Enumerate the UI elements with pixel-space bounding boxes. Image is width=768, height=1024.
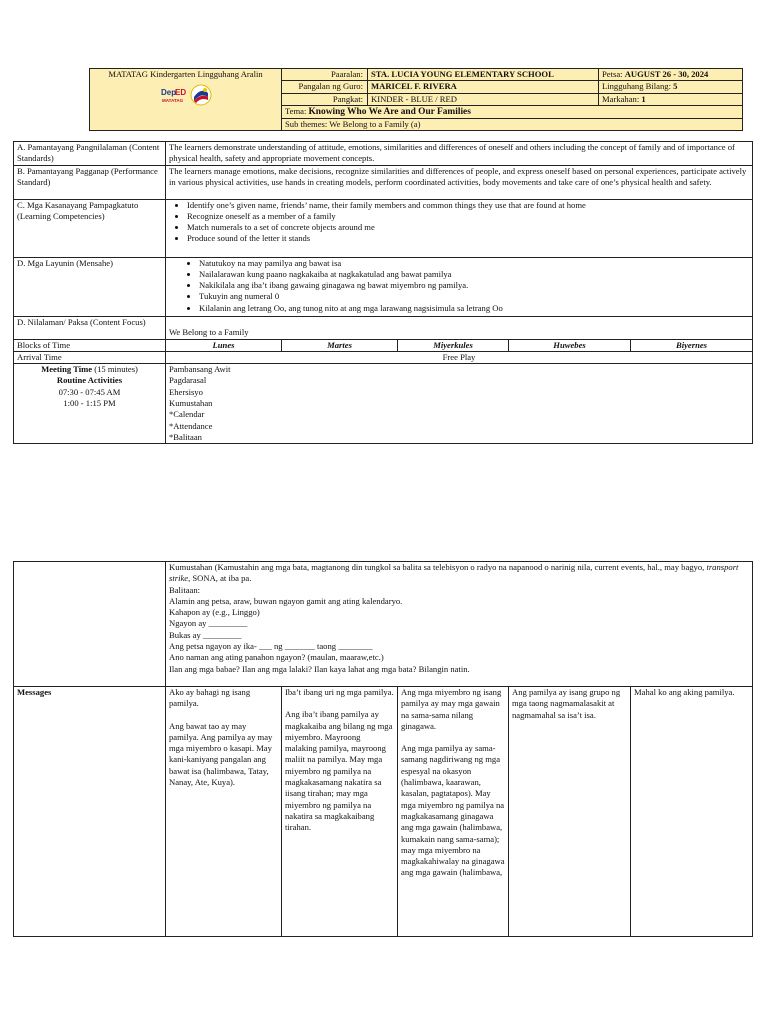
competencies-cell [166,199,753,257]
time-pm: 1:00 - 1:15 PM [63,398,116,409]
list-item: • Match numerals to a set of concrete objects around me [187,222,749,233]
tema-cell [282,105,743,118]
list-item: Kahapon ay (e.g., Linggo) [169,607,260,618]
paaralan-label: Paaralan: [282,69,368,81]
blank-label-cell [14,562,166,687]
arrival-label: Arrival Time [14,351,166,363]
list-item: • Recognize oneself as a member of a family [187,211,749,222]
arrival-value: Free Play [166,351,753,363]
deped-logo-icon [160,85,186,105]
svg-text:Dep: Dep [160,88,176,98]
list-item: • Nailalarawan kung paano nagkakaiba at nagkakatulad ang bawat pamilya [199,269,749,280]
markahan-value: 1 [641,93,646,104]
markahan-label: Markahan: [602,93,640,104]
page2-table [13,561,753,937]
header-table [89,68,743,131]
time-am: 07:30 - 07:45 AM [58,386,121,397]
tema-label: Tema: [285,105,307,116]
list-item: • Natutukoy na may pamilya ang bawat isa [199,258,749,269]
lingguhan-label: Lingguhang Bilang: [602,81,671,92]
list-item: Kumustahan [169,398,213,409]
paaralan-value: STA. LUCIA YOUNG ELEMENTARY SCHOOL [368,69,599,81]
list-item: *Attendance [169,420,213,431]
list-item: Ang petsa ngayon ay ika- ___ ng _______ taong ________ [169,641,373,652]
list-item: Ilan ang mga babae? Ilan ang mga lalaki? Ilan kaya lahat ang mga bata? Bilangin natin. [169,663,470,674]
list-item: Ehersisyo [169,386,203,397]
topic: We Belong to a Family [166,316,753,339]
list-item: • Kilalanin ang letrang Oo, ang tunog nito at ang mga larawang nagsisimula sa letrang Oo [199,303,749,314]
content-standards: The learners demonstrate understanding of attitude, emotions, similarities and differences of oneself and others including the concept of family and of importance of physical health, safety and appropriate movement concepts. [166,142,753,166]
day-miyerkules: Miyerkules [398,339,509,351]
list-item: Ngayon ay _________ [169,618,248,629]
bagong-pilipinas-logo-icon [190,84,212,106]
competencies-label: C. Mga Kasanayang Pampagkatuto (Learning Competencies) [14,199,166,257]
day-martes: Martes [282,339,398,351]
performance-label: B. Pamantayang Pagganap (Performance Standard) [14,165,166,199]
list-item: *Calendar [169,409,205,420]
list-item: Pagdarasal [169,375,207,386]
day-huwebes: Huwebes [509,339,631,351]
petsa-cell [599,69,743,81]
header-title: MATATAG Kindergarten Lingguhang Aralin [108,69,263,79]
message-miyerkules: Ang mga miyembro ng isang pamilya ay may mga gawain na sama-sama nilang ginagawa. Ang mga pamilya ay sama-samang nagdiriwang ng mga espesyal na okasyon (halimbawa, kaarawan, kasalan, pagtatapos). May mga miyembro ng pamilya na magkakasamang ginagawa ang mga gawain (halimbawa, kumakain nang sama-sama); may mga miyembro na magkakahiwalay na ginagawa ang mga gawain (halimbawa, [398,687,509,937]
petsa-label: Petsa: [602,69,623,79]
petsa-value: AUGUST 26 - 30, 2024 [624,69,709,79]
performance: The learners manage emotions, make decisions, recognize similarities and differences of people, and express oneself based on personal experiences, participate actively in various physical activities, use hands in creating models, perform coordinated activities, body movements and take care of one’s physical health and safety. [166,165,753,199]
pangkat-label: Pangkat: [282,93,368,105]
objectives-list [169,258,749,314]
list-item: Ano naman ang ating panahon ngayon? (maulan, maaraw,etc.) [169,652,384,663]
svg-text:MATATAG: MATATAG [161,98,183,104]
list-item: Balitaan: [169,584,201,595]
topic-label: D. Nilalaman/ Paksa (Content Focus) [14,316,166,339]
meeting-cell [14,364,166,444]
logos [93,84,278,106]
guro-label: Pangalan ng Guro: [282,81,368,93]
list-item: Pambansang Awit [169,364,231,375]
list-item: *Balitaan [169,431,202,442]
lingguhan-cell [599,81,743,93]
guro-value: MARICEL F. RIVERA [368,81,599,93]
list-item: Bukas ay _________ [169,629,242,640]
kumustahan-text: Kumustahan (Kamustahin ang mga bata, magtanong din tungkol sa balita sa telebisyon o radyo na napanood o narinig nila, current events, hal., may bagyo, transport strike, SONA, at iba pa. [169,562,739,584]
plan-table [13,141,753,444]
pangkat-value: KINDER - BLUE / RED [368,93,599,105]
routine-label: Routine Activities [56,375,123,386]
header-title-cell [90,69,282,131]
list-item: • Tukuyin ang numeral 0 [199,291,749,302]
list-item: Alamin ang petsa, araw, buwan ngayon gamit ang ating kalendaryo. [169,595,403,606]
tema-value: Knowing Who We Are and Our Families [308,106,471,117]
list-item: • Identify one’s given name, friends’ name, their family members and common things they use that are found at home [187,200,749,211]
svg-text:ED: ED [174,88,186,98]
messages-label: Messages [14,687,166,937]
message-martes: Iba’t ibang uri ng mga pamilya. Ang iba’t ibang pamilya ay magkakaiba ang bilang ng mga miyembro. Mayroong malaking pamilya, mayroong maliit na pamilya. May mga miyembro ng pamilya na magkakasamang nakatira sa iisang tirahan; may mga miyembro ng pamilya na nakatira sa magkakaibang tirahan. [282,687,398,937]
kumustahan-cell [166,562,753,687]
markahan-cell [599,93,743,105]
objectives-cell [166,257,753,316]
meeting-duration: (15 minutes) [94,364,138,375]
day-lunes: Lunes [166,339,282,351]
message-huwebes: Ang pamilya ay isang grupo ng mga taong nagmamalasakit at nagmamahal sa isa’t isa. [509,687,631,937]
content-standards-label: A. Pamantayang Pangnilalaman (Content Standards) [14,142,166,166]
routine-list [166,364,753,444]
list-item: • Nakikilala ang iba’t ibang gawaing ginagawa ng bawat miyembro ng pamilya. [199,280,749,291]
competencies-list [169,200,749,245]
day-biyernes: Biyernes [631,339,753,351]
blocks-label: Blocks of Time [14,339,166,351]
message-biyernes: Mahal ko ang aking pamilya. [631,687,753,937]
lingguhan-value: 5 [673,81,678,92]
subthemes: Sub themes: We Belong to a Family (a) [282,119,743,131]
meeting-label: Meeting Time [41,364,93,375]
list-item: • Produce sound of the letter it stands [187,233,749,244]
objectives-label: D. Mga Layunin (Mensahe) [14,257,166,316]
message-lunes: Ako ay bahagi ng isang pamilya. Ang bawat tao ay may pamilya. Ang pamilya ay may mga miyembro o kasapi. May kani-kaniyang pangalan ang bawat isa (halimbawa, Tatay, Nanay, Ate, Kuya). [166,687,282,937]
